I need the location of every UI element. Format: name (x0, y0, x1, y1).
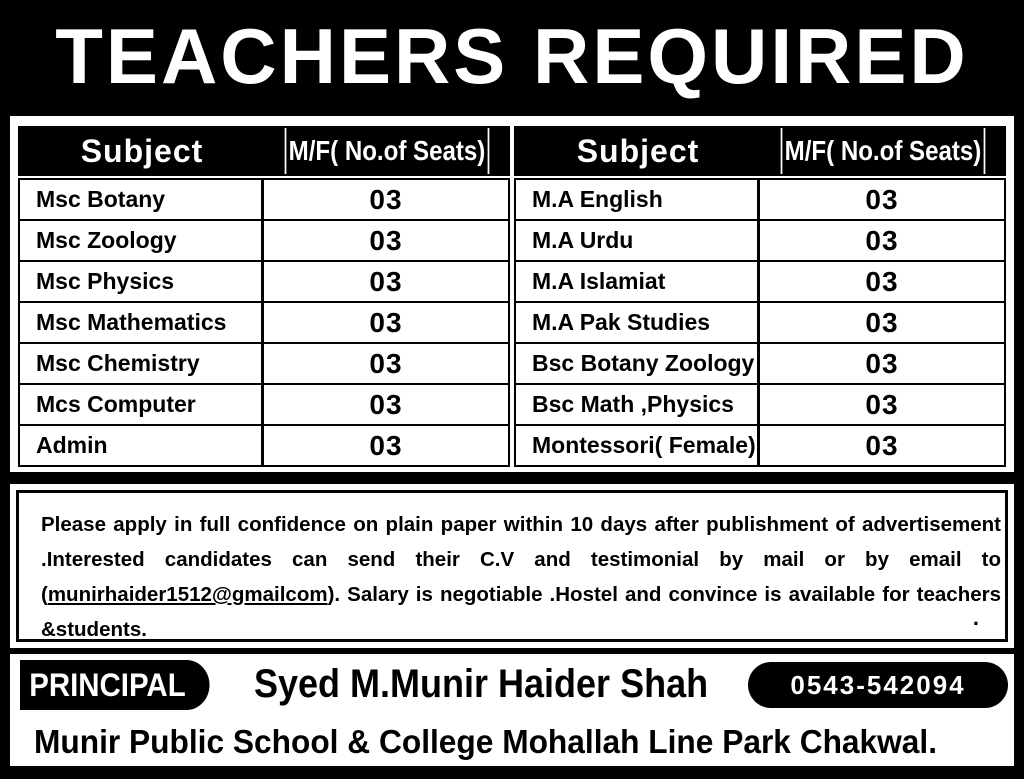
row-seats: 03 (865, 184, 899, 215)
vacancies-table (8, 114, 1016, 474)
row-seats: 03 (369, 225, 403, 256)
table-row (514, 301, 1006, 344)
row-subject: M.A Urdu (516, 221, 760, 260)
phone-number[interactable]: 0543-542094 (748, 662, 1008, 708)
row-seats: 03 (369, 348, 403, 379)
row-seats: 03 (369, 266, 403, 297)
table-row (18, 342, 510, 385)
table-header (514, 126, 1006, 176)
row-seats: 03 (865, 430, 899, 461)
row-subject: Mcs Computer (20, 385, 264, 424)
row-seats: 03 (865, 266, 899, 297)
vacancies-column-left (18, 126, 510, 467)
row-seats: 03 (369, 430, 403, 461)
row-subject: Msc Chemistry (20, 344, 264, 383)
row-seats: 03 (369, 184, 403, 215)
table-row (18, 219, 510, 262)
row-subject: Msc Zoology (20, 221, 264, 260)
row-subject: M.A English (516, 180, 760, 219)
row-subject: Bsc Botany Zoology (516, 344, 760, 383)
row-subject: Admin (20, 426, 264, 465)
application-notice (8, 482, 1016, 650)
row-subject: Msc Mathematics (20, 303, 264, 342)
vacancies-column-right (514, 126, 1006, 467)
table-row (18, 178, 510, 221)
notice-text-start: Please apply in full confidence on plain paper within 10 days after publishment of advertisement .Interested candidates can send their C.V and testimonial by mail or by email to ( (41, 513, 1001, 606)
header-subject: Subject (576, 133, 700, 169)
table-row (18, 383, 510, 426)
table-row (514, 260, 1006, 303)
notice-trailing-dot: . (972, 605, 979, 630)
table-row (514, 342, 1006, 385)
school-address: Munir Public School & College Mohallah Line Park Chakwal. (34, 723, 938, 760)
row-subject: M.A Pak Studies (516, 303, 760, 342)
signature-panel (8, 652, 1016, 768)
notice-paragraph (41, 507, 1001, 647)
table-row (514, 219, 1006, 262)
notice-frame (16, 490, 1008, 642)
row-seats: 03 (369, 307, 403, 338)
table-header (18, 126, 510, 176)
row-subject: Bsc Math ,Physics (516, 385, 760, 424)
header-seats: M/F( No.of Seats) (285, 128, 490, 174)
principal-name: Syed M.Munir Haider Shah (254, 662, 709, 706)
row-seats: 03 (369, 389, 403, 420)
header-subject: Subject (80, 133, 204, 169)
row-seats: 03 (865, 389, 899, 420)
row-subject: Msc Physics (20, 262, 264, 301)
notice-text-end: ). Salary is negotiable .Hostel and convince is available for teachers &students. (41, 583, 1001, 641)
table-row (514, 178, 1006, 221)
email-link[interactable]: munirhaider1512@gmailcom (47, 583, 328, 606)
table-row (18, 301, 510, 344)
principal-label: PRINCIPAL (20, 660, 210, 710)
table-row (18, 424, 510, 467)
table-row (514, 383, 1006, 426)
row-subject: Msc Botany (20, 180, 264, 219)
row-seats: 03 (865, 225, 899, 256)
header-seats: M/F( No.of Seats) (781, 128, 986, 174)
row-seats: 03 (865, 307, 899, 338)
page-title: TEACHERS REQUIRED (55, 12, 969, 100)
table-row (514, 424, 1006, 467)
row-subject: M.A Islamiat (516, 262, 760, 301)
table-row (18, 260, 510, 303)
row-seats: 03 (865, 348, 899, 379)
row-subject: Montessori( Female) (516, 426, 760, 465)
